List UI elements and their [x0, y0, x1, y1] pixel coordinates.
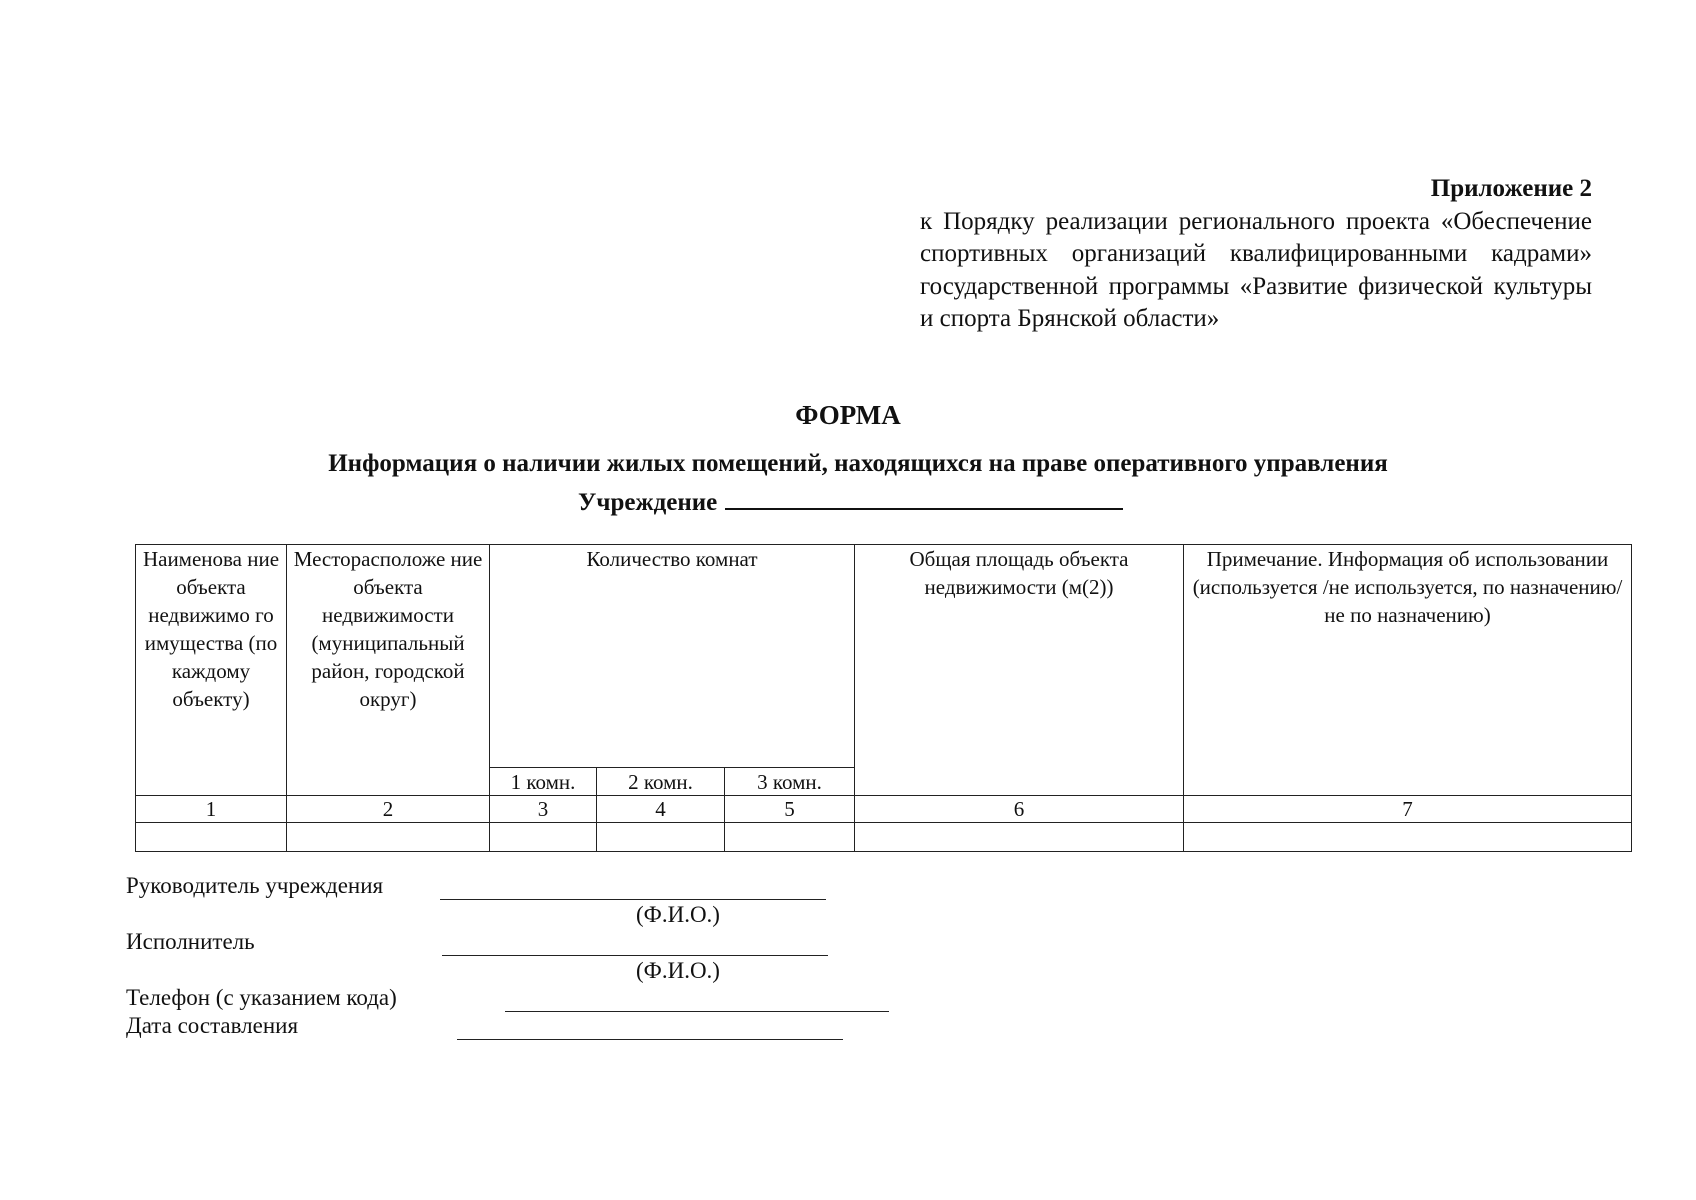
header-note: Примечание. Информация об использовании (используется /не используется, по назначению/не по назначению) — [1184, 545, 1632, 796]
subheader-1-room: 1 комн. — [490, 768, 597, 796]
table-empty-row — [136, 823, 1632, 852]
head-fio-caption: (Ф.И.О.) — [636, 902, 720, 927]
column-number: 7 — [1184, 796, 1632, 823]
header-room-count: Количество комнат — [490, 545, 855, 768]
date-label: Дата составления — [126, 1013, 299, 1038]
housing-table — [135, 544, 1632, 852]
date-field-line[interactable] — [457, 1039, 843, 1040]
form-title: ФОРМА — [795, 400, 901, 430]
column-number: 4 — [597, 796, 725, 823]
empty-cell[interactable] — [855, 823, 1184, 852]
subheader-2-room: 2 комн. — [597, 768, 725, 796]
column-number: 1 — [136, 796, 287, 823]
executor-fio-caption: (Ф.И.О.) — [636, 958, 720, 983]
empty-cell[interactable] — [597, 823, 725, 852]
column-number-row — [136, 796, 1632, 823]
phone-field-line[interactable] — [505, 1011, 889, 1012]
executor-signature-line[interactable] — [442, 955, 828, 956]
institution-label: Учреждение — [578, 489, 718, 516]
info-title: Информация о наличии жилых помещений, находящихся на праве оперативного управления — [328, 450, 1388, 477]
column-number: 6 — [855, 796, 1184, 823]
annex-body: к Порядку реализации регионального проекта «Обеспечение спортивных организаций квалифицированными кадрами» государственной программы «Развитие физической культуры и спорта Брянской области» — [920, 207, 1592, 332]
empty-cell[interactable] — [287, 823, 490, 852]
annex-block — [920, 173, 1592, 336]
empty-cell[interactable] — [490, 823, 597, 852]
empty-cell[interactable] — [1184, 823, 1632, 852]
head-label: Руководитель учреждения — [126, 873, 384, 898]
header-total-area: Общая площадь объекта недвижимости (м(2)) — [855, 545, 1184, 796]
subheader-3-room: 3 комн. — [725, 768, 855, 796]
column-number: 5 — [725, 796, 855, 823]
table-header-row — [136, 545, 1632, 768]
head-signature-line[interactable] — [440, 899, 826, 900]
column-number: 3 — [490, 796, 597, 823]
column-number: 2 — [287, 796, 490, 823]
empty-cell[interactable] — [725, 823, 855, 852]
annex-title: Приложение 2 — [1430, 175, 1592, 202]
institution-line — [578, 484, 1123, 517]
header-location: Месторасположе ние объекта недвижимости (муниципальный район, городской округ) — [287, 545, 490, 796]
header-object-name: Наименова ние объекта недвижимо го имущества (по каждому объекту) — [136, 545, 287, 796]
institution-blank-field[interactable] — [725, 484, 1123, 510]
empty-cell[interactable] — [136, 823, 287, 852]
phone-label: Телефон (с указанием кода) — [126, 985, 397, 1010]
executor-label: Исполнитель — [126, 929, 255, 954]
